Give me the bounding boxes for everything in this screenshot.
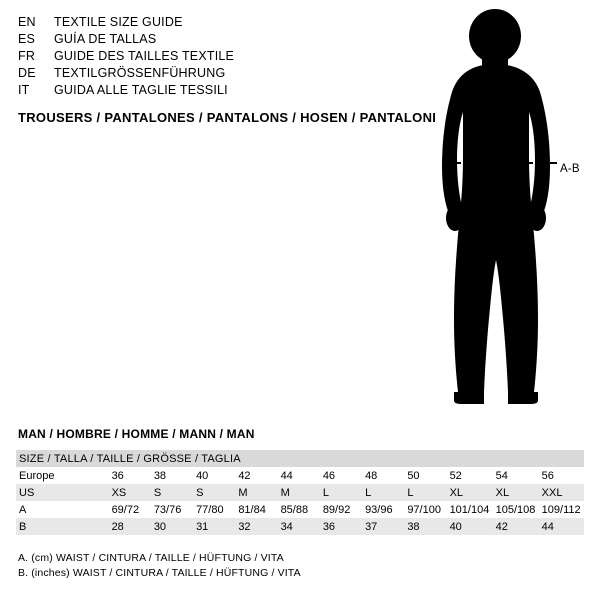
- cell: XL: [493, 484, 539, 501]
- cell: 37: [362, 518, 404, 535]
- cell: 93/96: [365, 503, 393, 516]
- cell: XS: [109, 484, 151, 501]
- table-row: [16, 467, 584, 484]
- language-row: [18, 48, 348, 65]
- language-row: [18, 65, 348, 82]
- cell: M: [278, 484, 320, 501]
- size-table: [16, 450, 584, 535]
- cell: 46: [322, 469, 336, 482]
- cell: 28: [109, 518, 151, 535]
- cell: S: [193, 484, 235, 501]
- language-code: EN: [18, 15, 36, 29]
- cell: 89/92: [322, 503, 351, 516]
- language-row: [18, 31, 348, 48]
- table-title: MAN / HOMBRE / HOMME / MANN / MAN: [18, 427, 255, 441]
- cell: 40: [196, 469, 209, 482]
- table-row: [16, 484, 584, 501]
- measurement-label-ab: A-B: [560, 163, 580, 175]
- table-header-label: SIZE / TALLA / TAILLE / GRÖSSE / TAGLIA: [19, 452, 241, 465]
- language-title: GUIDE DES TAILLES TEXTILE: [54, 49, 235, 63]
- language-code: FR: [18, 49, 36, 63]
- cell: L: [362, 484, 404, 501]
- cell: XL: [447, 484, 493, 501]
- language-code: ES: [18, 32, 36, 46]
- cell: 34: [278, 518, 320, 535]
- cell: 50: [407, 469, 420, 482]
- cell: M: [235, 484, 277, 501]
- cell: 101/104: [449, 503, 490, 516]
- cell: 85/88: [280, 503, 309, 516]
- cell: 81/84: [238, 503, 266, 516]
- cell: 56: [541, 469, 554, 482]
- footnotes: [18, 551, 301, 581]
- cell: 32: [235, 518, 277, 535]
- cell: 31: [193, 518, 235, 535]
- cell: 38: [404, 518, 446, 535]
- cell: 109/112: [541, 503, 581, 516]
- language-title: TEXTILE SIZE GUIDE: [54, 15, 183, 29]
- cell: 36: [320, 518, 362, 535]
- row-label: US: [16, 484, 109, 501]
- cell: L: [404, 484, 446, 501]
- cell: 97/100: [407, 503, 441, 516]
- cell: 40: [447, 518, 493, 535]
- cell: 30: [151, 518, 193, 535]
- language-row: [18, 82, 348, 99]
- language-row: [18, 14, 348, 31]
- language-title: GUÍA DE TALLAS: [54, 32, 157, 46]
- cell: 44: [280, 469, 293, 482]
- cell: 38: [153, 469, 167, 482]
- cell: 36: [111, 469, 124, 482]
- cell: 54: [495, 469, 508, 482]
- table-row: [16, 518, 584, 535]
- language-code: IT: [18, 83, 30, 97]
- table-header-row: [16, 450, 584, 467]
- male-silhouette-icon: [400, 8, 590, 408]
- section-title: TROUSERS / PANTALONES / PANTALONS / HOSEN / PANTALONI: [18, 110, 437, 125]
- footnote-b: B. (inches) WAIST / CINTURA / TAILLE / HÜFTUNG / VITA: [18, 567, 301, 579]
- cell: 69/72: [111, 503, 140, 516]
- figure-illustration: [400, 8, 590, 408]
- cell: 77/80: [196, 503, 224, 516]
- row-label: A: [19, 503, 27, 516]
- cell: S: [151, 484, 193, 501]
- row-label: Europe: [19, 469, 55, 482]
- cell: 105/108: [495, 503, 536, 516]
- language-title: TEXTILGRÖSSENFÜHRUNG: [54, 66, 226, 80]
- footnote-a: A. (cm) WAIST / CINTURA / TAILLE / HÜFTUNG / VITA: [18, 552, 284, 564]
- cell: 73/76: [153, 503, 182, 516]
- row-label: B: [16, 518, 109, 535]
- cell: 42: [493, 518, 539, 535]
- cell: L: [320, 484, 362, 501]
- table-row: [16, 501, 584, 518]
- language-code: DE: [18, 66, 36, 80]
- cell: 42: [238, 469, 251, 482]
- language-title-list: [18, 14, 348, 99]
- cell: 48: [365, 469, 378, 482]
- cell: 44: [539, 518, 584, 535]
- cell: 52: [449, 469, 462, 482]
- language-title: GUIDA ALLE TAGLIE TESSILI: [54, 83, 228, 97]
- cell: XXL: [539, 484, 584, 501]
